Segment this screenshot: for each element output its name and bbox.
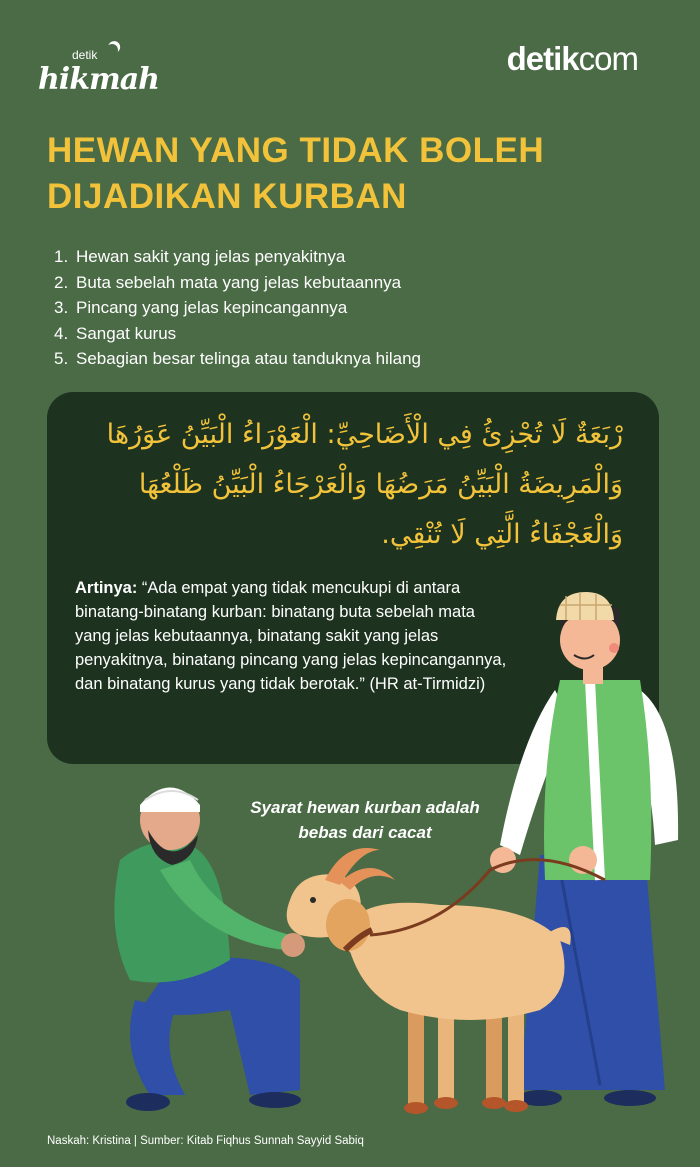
detikcom-logo-light: com [578,40,638,77]
logo-big-text: hikmah [38,62,159,97]
list-item [54,270,421,296]
list-item [54,346,421,372]
list-text: Pincang yang jelas kepincangannya [76,298,348,317]
translation-text: “Ada empat yang tidak mencukupi di antara binatang-binatang kurban: binatang buta sebelah mata yang jelas kebutaannya, binatang sakit yang jelas penyakitnya, binatang pincang yang jelas kepincangannya, dan binatang kurus yang tidak berotak.” (HR at-Tirmidzi) [75,579,507,693]
logo-small-text: detik [72,48,98,62]
list-text: Sebagian besar telinga atau tanduknya hilang [76,349,421,368]
page-title: HEWAN YANG TIDAK BOLEH DIJADIKAN KURBAN [47,131,545,216]
list-number: 1. [54,247,69,266]
list-item [54,244,421,270]
illustration-caption: Syarat hewan kurban adalah bebas dari cacat [250,798,480,842]
source-credit: Naskah: Kristina | Sumber: Kitab Fiqhus Sunnah Sayyid Sabiq [47,1135,364,1147]
detikcom-logo [507,40,638,78]
list-text: Sangat kurus [76,323,177,343]
detikhikmah-logo [38,42,158,102]
arabic-hadith: رْبَعَةٌ لَا تُجْزِئُ فِي الْأَضَاحِيِّ: الْعَوْرَاءُ الْبَيِّنُ عَوَرُهَا وَالْمَرِيضَةُ الْبَيِّنُ مَرَضُهَا وَالْعَرْجَاءُ الْبَيِّنُ ظَلْعُهَا وَالْعَجْفَاءُ الَّتِي لَا تُنْقِي. [106,419,623,550]
list-number: 5. [54,349,69,368]
list-text: Hewan sakit yang jelas penyakitnya [76,247,346,266]
list-number: 3. [54,298,69,317]
crescent-icon [104,42,119,57]
defect-list [54,244,421,372]
list-item [54,321,421,347]
list-number: 2. [54,272,69,292]
list-item [54,295,421,321]
translation-label: Artinya: [75,579,138,597]
list-text: Buta sebelah mata yang jelas kebutaannya [76,272,402,292]
list-number: 4. [54,323,69,343]
detikcom-logo-bold: detik [506,40,579,77]
